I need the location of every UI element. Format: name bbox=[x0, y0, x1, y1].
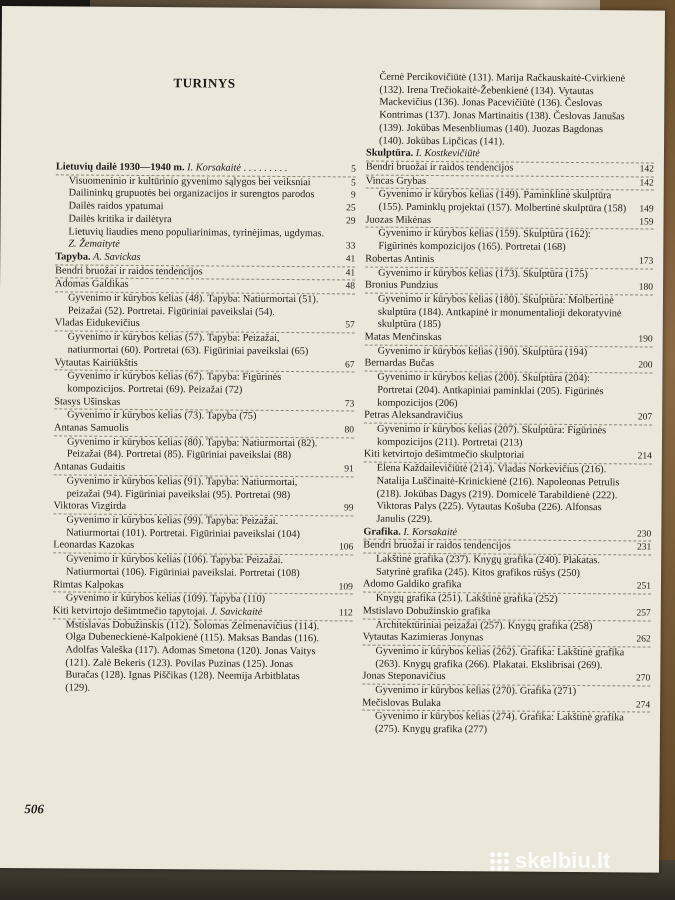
toc-page-number: 9 bbox=[350, 190, 356, 201]
toc-entry-text: Gyvenimo ir kūrybos kelias (262). Grafika: Lakštinė grafika (263). Knygų grafika (266). Plakatai. Ekslibrisai (269). bbox=[375, 645, 625, 671]
toc-page-number: 274 bbox=[635, 700, 651, 711]
toc-page-number: 173 bbox=[638, 256, 654, 267]
toc-entry-text: Elena Každailevičiūtė (214). Vladas Norkevičius (216). Natalija Luščinaitė-Krinickienė (216). Napoleonas Petrulis (218). Jokūbas Dagys (219). Domicelė Tarabildienė (222). Viktoras Palys (225). Vytautas Košuba (226). Alfonsas Janulis (229). bbox=[376, 462, 620, 525]
toc-entry-text: Antanas Gudaitis bbox=[53, 461, 126, 474]
toc-entry-text: Architektūriniai peizažai (257). Knygų grafika (258) bbox=[375, 619, 593, 632]
toc-subentry bbox=[53, 514, 353, 542]
toc-entry-text bbox=[56, 161, 287, 174]
toc-subentry bbox=[362, 711, 650, 738]
toc-page-number: 214 bbox=[637, 451, 652, 462]
toc-entry-text: Gyvenimo ir kūrybos kelias (48). Tapyba: Natiurmortai (51). Peizažai (52). Portretai. Figūriniai paveikslai (54). bbox=[67, 292, 319, 318]
toc-entry-text: Juozas Mikėnas bbox=[365, 214, 432, 226]
toc-entry-text: Gyvenimo ir kūrybos kelias (190). Skulptūra (194) bbox=[377, 345, 588, 358]
toc-entry-text: Gyvenimo ir kūrybos kelias (99). Tapyba: Peizažai. Natiurmortai (101). Portretai. Figūriniai paveikslai (104) bbox=[66, 514, 300, 540]
toc-entry-text: Gyvenimo ir kūrybos kelias (80). Tapyba: Natiurmortai (82). Peizažai (84). Portretai (85). Figūriniai paveikslai (88) bbox=[66, 436, 318, 462]
toc-entry-text: Leonardas Kazokas bbox=[53, 539, 135, 552]
toc-entry-text: Mečislovas Bulaka bbox=[362, 697, 441, 709]
toc-subentry bbox=[364, 424, 652, 451]
toc-page-number: 33 bbox=[345, 241, 356, 252]
toc-page-number: 29 bbox=[345, 216, 356, 227]
toc-page-number: 25 bbox=[346, 203, 356, 214]
toc-entry-text: Adomo Galdiko grafika bbox=[362, 578, 462, 591]
toc-entry-text: Bendri bruožai ir raidos tendencijos bbox=[55, 265, 203, 278]
toc-entry-text: Gyvenimo ir kūrybos kelias (159). Skulptūra (162): Figūrinės kompozicijos (165). Portretai (168) bbox=[378, 228, 591, 254]
toc-entry-text: Kiti ketvirtojo dešimtmečio skulptoriai bbox=[363, 448, 525, 462]
toc-page-number: 41 bbox=[345, 254, 356, 265]
toc-subentry bbox=[55, 292, 355, 320]
toc-subentry bbox=[54, 436, 354, 464]
watermark-text: skelbiu.lt bbox=[515, 848, 611, 873]
toc-entry-text: Gyvenimo ir kūrybos kelias (180). Skulptūra: Molbertinė skulptūra (184). Antkapinė ir monumentalioji dekoratyvinė skulptūra (185) bbox=[377, 293, 622, 331]
toc-page-number: 99 bbox=[343, 503, 354, 514]
toc-entry-text: Knygų grafika (251). Lakštinė grafika (252) bbox=[375, 592, 558, 606]
toc-page-number: 67 bbox=[344, 359, 355, 371]
toc-subentry bbox=[366, 189, 654, 216]
toc-page-number: 257 bbox=[636, 608, 651, 619]
toc-page-number: 207 bbox=[637, 412, 653, 423]
toc-subentry bbox=[363, 554, 651, 581]
toc-entry-text: Vincas Grybas bbox=[365, 175, 427, 187]
toc-entry-text: Stasys Ušinskas bbox=[54, 396, 121, 408]
toc-entry-text bbox=[68, 226, 324, 250]
toc-entry-text bbox=[53, 605, 263, 617]
toc-page-number: 41 bbox=[345, 268, 356, 279]
toc-entry-text: Rimtas Kalpokas bbox=[52, 578, 124, 591]
toc-subentry bbox=[365, 293, 653, 333]
toc-entry-text-part: I. Korsakaitė bbox=[400, 526, 458, 538]
toc-subentry bbox=[53, 553, 353, 581]
toc-page-number: 190 bbox=[638, 334, 653, 345]
toc-subentry bbox=[363, 463, 651, 529]
toc-page-number: 149 bbox=[639, 204, 654, 215]
page-title: TURINYS bbox=[173, 75, 236, 91]
toc-page-number: 262 bbox=[636, 634, 651, 645]
toc-entry-text-part: Grafika. bbox=[363, 526, 401, 538]
toc-entry-text-part: Z. Žemaitytė bbox=[68, 238, 120, 251]
toc-page-number: 112 bbox=[338, 608, 353, 619]
toc-entry-text: Gyvenimo ir kūrybos kelias (200). Skulptūra (204): Portretai (204). Antkapiniai paminklai (205). Figūrinės kompozicijos (206) bbox=[377, 371, 604, 409]
toc-entry-text-part: Skulptūra. bbox=[365, 147, 414, 160]
toc-entry-text: Gyvenimo ir kūrybos kelias (207). Skulptūra: Figūrinės kompozicijos (211). Portretai (213) bbox=[376, 423, 607, 449]
toc-page-number: 73 bbox=[344, 399, 355, 410]
toc-entry-text-part: I. Kostkevičiūtė bbox=[413, 148, 480, 160]
toc-page-number: 80 bbox=[344, 425, 355, 436]
toc-entry-text: Visuomeninio ir kultūrinio gyvenimo sąlygos bei veiksniai bbox=[68, 175, 311, 188]
toc-entry-text: Gyvenimo ir kūrybos kelias (57). Tapyba: Peizažai, natiurmortai (60). Portretai (63). Figūriniai paveikslai (65) bbox=[67, 331, 309, 357]
toc-subentry bbox=[364, 372, 652, 412]
toc-entry-text: Lakštinė grafika (237). Knygų grafika (240). Plakatas. Satyrinė grafika (245). Kitos grafikos rūšys (250) bbox=[376, 553, 601, 579]
toc-subentry bbox=[52, 619, 353, 697]
toc-entry-text-part: Lietuvių liaudies meno populiarinimas, tyrinėjimas, ugdymas. bbox=[68, 225, 325, 239]
toc-subentry bbox=[54, 475, 354, 503]
toc-entry-text: Mstislavo Dobužinskio grafika bbox=[362, 605, 491, 618]
toc-entry-text: Dailininkų grupuotės bei organizacijos ir surengtos parodos bbox=[68, 187, 315, 201]
toc-entry-text bbox=[55, 251, 140, 263]
toc-entry-text-part: J. Savickaitė bbox=[210, 606, 263, 618]
toc-entry-text: Gyvenimo ir kūrybos kelias (173). Skulptūra (175) bbox=[378, 267, 588, 280]
toc-subentry bbox=[362, 645, 650, 672]
toc-entry-text: Gyvenimo ir kūrybos kelias (91). Tapyba: Natiurmortai, peizažai (94). Figūriniai paveikslai (95). Portretai (98) bbox=[66, 475, 298, 501]
toc-page-number: 5 bbox=[351, 164, 356, 175]
toc-page-number: 200 bbox=[638, 360, 653, 372]
toc-page-number: 5 bbox=[350, 178, 356, 189]
toc-entry-text: Černė Percikovičiūtė (131). Marija Račkauskaitė-Cvirkienė (132). Irena Trečiokaitė-Žebenkienė (134). Vytautas Mackevičius (136). Jonas Pacevičiūtė (136). Česlovas Kontrimas (137). Jonas Martinaitis (138). Česlovas Janušas (139). Jokūbas Mesenbliumas (140). Juozas Bagdonas (140). Jokūbas Lipčicas (141). bbox=[379, 71, 626, 148]
toc-entry-text: Mstislavas Dobužinskis (112). Šolomas Zelmenavičius (114). Olga Dubeneckienė-Kalpokienė (115). Maksas Bandas (116). Adolfas Valeška (117). Adomas Smetona (120). Jonas Vaitys (121). Zalė Bekeris (123). Povilas Puzinas (125). Jonas Buračas (128). Ignas Piščikas (128). Neemija Arbitblatas (129). bbox=[65, 619, 320, 694]
toc-entry-text-part: I. Korsakaitė bbox=[184, 162, 241, 174]
toc-page-number: 230 bbox=[637, 529, 652, 540]
toc-entry-text-part: Tapyba. bbox=[55, 251, 91, 263]
toc-page-number: 142 bbox=[639, 178, 654, 189]
toc-entry-text: Bernardas Bučas bbox=[364, 358, 435, 370]
toc-page-number: 159 bbox=[639, 217, 654, 228]
toc-entry-text: Petras Aleksandravičius bbox=[364, 409, 463, 422]
toc-entry-text-part: Kiti ketvirtojo dešimtmečio tapytojai. bbox=[52, 605, 211, 618]
toc-entry-text: Gyvenimo ir kūrybos kelias (149). Paminklinė skulptūra (155). Paminklų projektai (157). Molbertinė skulptūra (158) bbox=[378, 188, 627, 215]
toc-entry-text: Gyvenimo ir kūrybos kelias (274). Grafika: Lakštinė grafika (275). Knygų grafika (277) bbox=[374, 711, 624, 736]
toc-entry-text: Vladas Eidukevičius bbox=[54, 317, 140, 330]
toc-right-column bbox=[362, 72, 655, 739]
toc-entry-text: Gyvenimo ir kūrybos kelias (106). Tapyba: Peizažai. Natiurmortai (106). Figūriniai paveikslai. Portretai (108) bbox=[66, 553, 300, 579]
toc-entry-text: Viktoras Vizgirda bbox=[53, 500, 127, 513]
toc-entry-text: Vytautas Kazimieras Jonynas bbox=[362, 631, 484, 644]
toc-entry-text: Dailės raidos ypatumai bbox=[68, 200, 164, 213]
book-page bbox=[0, 6, 665, 873]
toc-page-number: 251 bbox=[636, 581, 651, 592]
toc-subentry bbox=[365, 228, 653, 255]
toc-entry-text: Dailės kritika ir dailėtyra bbox=[68, 213, 172, 226]
toc-page-number: 180 bbox=[638, 282, 654, 293]
watermark-logo-icon bbox=[490, 852, 509, 871]
toc-entry-text: Gyvenimo ir kūrybos kelias (73). Tapyba (75) bbox=[67, 409, 257, 423]
toc-entry-text: Gyvenimo ir kūrybos kelias (67). Tapyba: Figūrinės kompozicijos. Portretai (69). Peizažai (72) bbox=[67, 370, 282, 396]
toc-page-number: 231 bbox=[636, 542, 652, 553]
toc-subentry bbox=[55, 332, 355, 360]
toc-entry-text-part: Lietuvių dailė 1930—1940 m. bbox=[55, 161, 185, 174]
toc-entry-text: Bronius Pundzius bbox=[365, 279, 439, 292]
toc-entry-text: Bendri bruožai ir raidos tendencijos bbox=[365, 161, 514, 174]
toc-entry-text bbox=[366, 148, 480, 160]
toc-page-number: 106 bbox=[338, 542, 354, 553]
toc-entry-text-part: . . . . . . . . . bbox=[240, 162, 288, 174]
toc-entry-text-part: A. Savickas bbox=[90, 251, 141, 263]
toc-entry-text: Vytautas Kairiūkštis bbox=[54, 356, 138, 369]
toc-entry-text: Jonas Steponavičius bbox=[362, 670, 446, 683]
watermark bbox=[490, 848, 610, 874]
toc-entry-text: Bendri bruožai ir raidos tendencijos bbox=[363, 539, 511, 552]
toc-page-number: 270 bbox=[636, 673, 651, 684]
toc-entry-text bbox=[363, 526, 457, 538]
toc-subentry bbox=[366, 72, 655, 150]
toc-entry-text: Antanas Samuolis bbox=[54, 422, 129, 434]
toc-entry-text: Adomas Galdikas bbox=[55, 278, 129, 291]
toc-subentry bbox=[54, 371, 354, 399]
toc-entry-text: Matas Menčinskas bbox=[364, 331, 442, 344]
toc-subentry bbox=[55, 226, 355, 254]
toc-page-number: 48 bbox=[345, 281, 356, 292]
toc-page-number: 91 bbox=[344, 464, 354, 475]
toc-page-number: 109 bbox=[338, 581, 353, 592]
toc-entry-text: Gyvenimo ir kūrybos kelias (109). Tapyba (110) bbox=[65, 592, 266, 606]
page-number: 506 bbox=[24, 801, 44, 817]
toc-left-column bbox=[52, 161, 356, 697]
toc-page-number: 142 bbox=[639, 164, 654, 175]
toc-entry-text: Robertas Antinis bbox=[365, 253, 435, 265]
toc-page-number: 57 bbox=[345, 320, 355, 331]
toc-entry-text: Gyvenimo ir kūrybos kelias (270). Grafika (271) bbox=[375, 684, 577, 698]
